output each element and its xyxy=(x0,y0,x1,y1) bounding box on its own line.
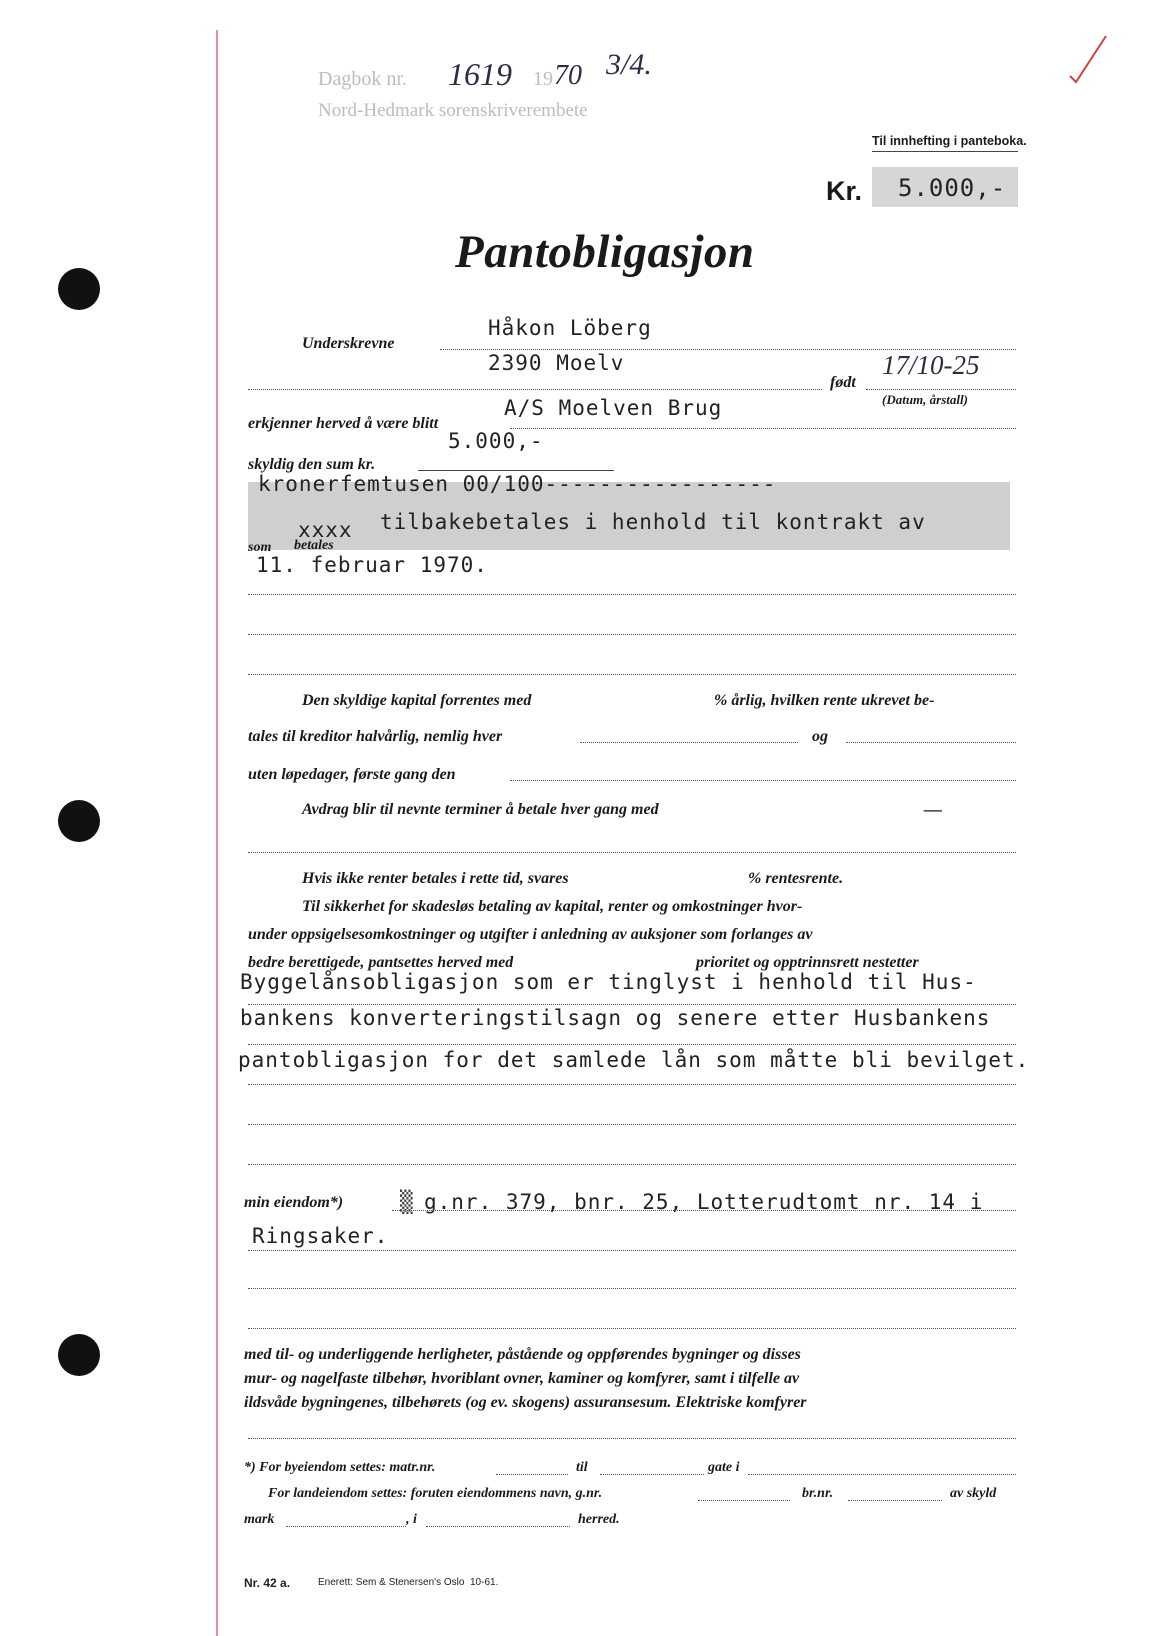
punch-hole-bottom xyxy=(58,1334,100,1376)
sum-in-words: kronerfemtusen 00/100----------------- xyxy=(258,472,777,496)
note-matr-line xyxy=(496,1474,568,1475)
amount-value: 5.000,- xyxy=(898,174,1007,202)
sum-line xyxy=(418,470,614,471)
debt-sum: 5.000,- xyxy=(448,429,544,453)
blank-line-1 xyxy=(248,594,1016,595)
clause-line-3: ildsvåde bygningenes, tilbehørets (og ev. skogens) assuransesum. Elektriske komfyrer xyxy=(244,1394,807,1411)
document-title: Pantobligasjon xyxy=(455,226,755,278)
late-interest-b: % rentesrente. xyxy=(748,870,844,887)
installment-dash: — xyxy=(924,799,942,819)
kr-label: Kr. xyxy=(826,176,863,206)
first-date-line xyxy=(510,780,1016,781)
punch-hole-top xyxy=(58,268,100,310)
property-typed-1: g.nr. 379, bnr. 25, Lotterudtomt nr. 14 i xyxy=(424,1190,984,1214)
stamp-date: 3/4. xyxy=(606,48,652,81)
stamp-office: Nord-Hedmark sorenskriverembete xyxy=(318,100,588,121)
installment-line-blank xyxy=(248,852,1016,853)
note-2c: av skyld xyxy=(950,1486,997,1501)
born-date: 17/10-25 xyxy=(882,350,980,380)
installment-line: Avdrag blir til nevnte terminer å betale hver gang med xyxy=(302,801,659,818)
note-herred-line xyxy=(426,1526,570,1527)
date-hint: (Datum, årstall) xyxy=(882,392,968,407)
security-blank-4 xyxy=(248,1124,1016,1125)
debtor-name: Håkon Löberg xyxy=(488,316,652,340)
repayment-text: tilbakebetales i henhold til kontrakt av xyxy=(380,510,926,534)
payable-label-betales: betales xyxy=(294,538,334,553)
property-label: min eiendom*) xyxy=(244,1194,344,1211)
property-line-2 xyxy=(248,1250,1016,1251)
note-2a: For landeiendom settes: foruten eiendommens navn, g.nr. xyxy=(268,1486,603,1501)
check-mark-icon xyxy=(1066,30,1110,84)
security-line-3b: prioritet og opptrinnsrett nestetter xyxy=(696,954,919,971)
contract-date: 11. februar 1970. xyxy=(256,553,488,577)
interest-line-3: uten løpedager, første gang den xyxy=(248,766,456,783)
security-blank-5 xyxy=(248,1164,1016,1165)
property-typed-2: Ringsaker. xyxy=(252,1224,389,1248)
struck-out-mark: ▒ xyxy=(400,1190,414,1214)
typed-security-1: Byggelånsobligasjon som er tinglyst i henhold til Hus- xyxy=(240,970,977,994)
creditor-line xyxy=(510,428,1016,429)
property-line-4 xyxy=(248,1328,1016,1329)
undersigned-label: Underskrevne xyxy=(302,335,395,352)
blank-line-3 xyxy=(248,674,1016,675)
clause-blank-line xyxy=(248,1438,1016,1439)
note-brnr-line xyxy=(848,1500,942,1501)
security-line-1: Til sikkerhet for skadesløs betaling av kapital, renter og omkostninger hvor- xyxy=(302,898,803,915)
punch-hole-middle xyxy=(58,800,100,842)
note-gate-line xyxy=(748,1474,1016,1475)
binding-note: Til innhefting i panteboka. xyxy=(872,134,1027,148)
typed-security-2: bankens konverteringstilsagn og senere etter Husbankens xyxy=(240,1006,991,1030)
typed-security-3: pantobligasjon for det samlede lån som måtte bli bevilget. xyxy=(238,1048,1030,1072)
blank-line-2 xyxy=(248,634,1016,635)
note-3a: mark xyxy=(244,1512,275,1527)
clause-line-2: mur- og nagelfaste tilbehør, hvoriblant ovner, kaminer og komfyrer, samt i tilfelle av xyxy=(244,1370,800,1387)
stamp-year-prefix: 19 xyxy=(533,68,553,90)
note-1a: *) For byeiendom settes: matr.nr. xyxy=(244,1460,436,1475)
xmarks: xxxx xyxy=(298,518,353,542)
security-blank-1 xyxy=(248,1004,1016,1005)
born-label: født xyxy=(830,374,856,391)
publisher: Enerett: Sem & Stenersen's Oslo xyxy=(318,1577,465,1588)
property-line-1 xyxy=(392,1210,1016,1211)
payable-label-som: som xyxy=(248,540,272,555)
address-line xyxy=(248,389,822,390)
late-interest-a: Hvis ikke renter betales i rette tid, svares xyxy=(302,870,569,887)
dagbok-number: 1619 xyxy=(448,56,512,92)
owing-label: skyldig den sum kr. xyxy=(248,456,376,473)
form-number: Nr. 42 a. xyxy=(244,1576,291,1590)
dagbok-label: Dagbok nr. xyxy=(318,68,407,90)
clause-line-1: med til- og underliggende herligheter, påstående og oppførendes bygninger og disses xyxy=(244,1346,801,1363)
edition: 10-61. xyxy=(470,1577,499,1588)
security-blank-2 xyxy=(248,1044,1016,1045)
note-gnr-line xyxy=(698,1500,790,1501)
note-1c: gate i xyxy=(708,1460,740,1475)
security-blank-3 xyxy=(248,1084,1016,1085)
interest-line-1b: % årlig, hvilken rente ukrevet be- xyxy=(714,692,935,709)
born-line xyxy=(866,389,1016,390)
debtor-address: 2390 Moelv xyxy=(488,351,625,375)
interest-term-1-line xyxy=(580,742,798,743)
property-line-3 xyxy=(248,1288,1016,1289)
interest-term-2-line xyxy=(846,742,1016,743)
note-til-line xyxy=(600,1474,704,1475)
binding-note-underline xyxy=(872,151,1018,152)
interest-line-2b: og xyxy=(812,728,828,745)
note-1b: til xyxy=(576,1460,588,1475)
note-2b: br.nr. xyxy=(802,1486,834,1501)
security-line-2: under oppsigelsesomkostninger og utgifter i anledning av auksjoner som forlanges av xyxy=(248,926,813,943)
acknowledge-label: erkjenner herved å være blitt xyxy=(248,415,439,432)
margin-line xyxy=(216,30,218,1636)
security-line-3a: bedre berettigede, pantsettes herved med xyxy=(248,954,514,971)
note-3c: herred. xyxy=(578,1512,620,1527)
interest-line-2a: tales til kreditor halvårlig, nemlig hver xyxy=(248,728,503,745)
note-mark-line xyxy=(286,1526,406,1527)
stamp-year-handwritten: 70 xyxy=(554,60,582,91)
creditor-name: A/S Moelven Brug xyxy=(504,396,723,420)
interest-line-1a: Den skyldige kapital forrentes med xyxy=(302,692,532,709)
note-3b: , i xyxy=(406,1512,417,1527)
